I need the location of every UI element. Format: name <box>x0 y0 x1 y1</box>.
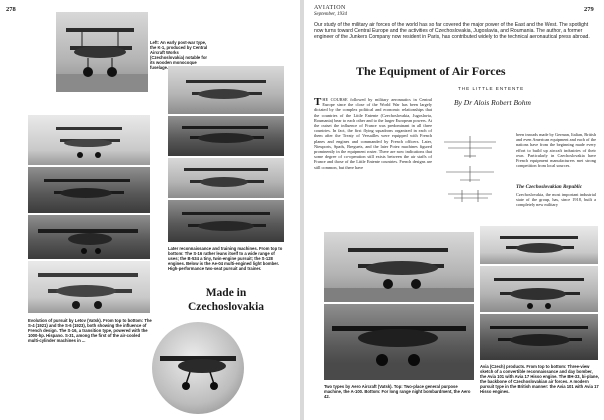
photo-avia-101 <box>480 226 598 264</box>
intro-paragraph: Our study of the military air forces of the world has so far covered the major power of the East and the West. The spotlight now turns toward Central Europe and the activities of Czechoslovakia, Jugoslavia, and Roumania. The author, a former engineer of the Junkers Company now resident in Paris, has contributed widely to the technical aeronautical press abroad. <box>314 22 590 40</box>
photo-avia-pursuit <box>480 314 598 360</box>
caption-bottom-right: Avia (Czech) products. From top to bottom: Three-view sketch of a convertible reconnaissance and day bomber, the Avia 101 with Avia 17 Hisso engine. The BH-33, bi-plane, the backbone of Czechoslovakian air forces. A modern pursuit type in the British manner: the Avia 101 with Avia 17 Hisso engines. <box>480 364 599 394</box>
article-subhead: THE LITTLE ENTENTE <box>458 86 525 91</box>
photo-aero-a100 <box>324 232 474 302</box>
body-column-1-text: HE COURSE followed by military aeronautics in Central Europe since the close of the World War has been largely dictated by the complex political and economic relationships that the countries of the Little Entente (Czechoslovakia, Jugoslavia, Roumania) bear to each other and to the larger European powers. At the outset the influence of France was predominant in all three countries. In fact, the first flying squadrons organized in each of them after the Treaty of Versailles were equipped with French planes and engines and commanded by French officers. Later, Nieuports, Spads, Breguets, and the later Potez machines figured prominently in the equipment roster. There are now indications that some degree of co-operation still exists between the air staffs of France and those of the Little Entente countries. French designs are still common, but there have <box>314 97 432 170</box>
biplane-illustration <box>28 115 150 165</box>
biplane-illustration <box>480 314 598 360</box>
photo-pursuit-3 <box>28 215 150 259</box>
photo-aero-42 <box>324 304 474 380</box>
three-view-diagram <box>438 132 502 208</box>
photo-reconnaissance-3 <box>168 158 284 198</box>
biplane-illustration <box>56 12 148 92</box>
biplane-illustration <box>28 261 150 313</box>
monoplane-illustration <box>152 322 244 414</box>
photo-reconnaissance-4 <box>168 200 284 242</box>
right-page <box>304 0 604 420</box>
article-title: The Equipment of Air Forces <box>356 64 506 78</box>
made-in-line2: Czechoslovakia <box>187 301 265 313</box>
caption-bottom-middle: Two types by Aero Aircraft (Vatsk). Top: Two-place general purpose machine, the A-100. Bottom: For long range night bombardment, the Aero 42. <box>324 384 471 399</box>
biplane-illustration <box>324 232 474 302</box>
article-byline: By Dr Alois Robert Bohm <box>454 98 531 107</box>
photo-avia-bh33 <box>480 266 598 312</box>
monoplane-illustration <box>324 304 474 380</box>
photo-pursuit-1 <box>28 115 150 165</box>
page-number-left: 278 <box>6 6 16 13</box>
magazine-name: AVIATION <box>314 5 346 11</box>
photo-pursuit-4 <box>28 261 150 313</box>
biplane-illustration <box>168 66 284 114</box>
photo-pursuit-2 <box>28 167 150 213</box>
photo-k1-biplane <box>56 12 148 92</box>
body-column-2b: Czechoslovakia, the most important industrial state of the group, has, since 1918, built a completely new military <box>516 192 596 208</box>
caption-bottom-left: Evolution of pursuit by Letov (Vatsk). From top to bottom: The S-4 (1921) and the S-6 (1923), both showing the influence of French design. The S-16, a transition type, powered with the 1000-hp. Hispano. S-31, among the first of the air-cooled multi-cylinder machines in ... <box>28 318 152 343</box>
biplane-illustration <box>168 200 284 242</box>
photo-reconnaissance-1 <box>168 66 284 114</box>
left-page <box>0 0 300 420</box>
photo-reconnaissance-2 <box>168 116 284 156</box>
caption-top: Left: An early post-war type, the K-1, produced by Central Aircraft Works (Czechoslovakia) notable for its wooden monocoque fuselage. <box>150 40 208 70</box>
monoplane-illustration <box>28 215 150 259</box>
section-heading-czechoslovakia: The Czechoslovakian Republic <box>516 184 582 190</box>
biplane-illustration <box>168 158 284 198</box>
made-in-heading <box>168 286 284 314</box>
three-view-aircraft-icon <box>438 132 502 208</box>
body-column-2: been inroads made by German, Italian, British and even American equipment and each of the nations have from the beginning made every effort to build up aircraft industries of their own. Particularly in Czechoslovakia have French equipment manufacturers met strong competition from local sources. <box>516 132 596 169</box>
biplane-illustration <box>28 167 150 213</box>
issue-date: September, 1934 <box>314 11 348 17</box>
made-in-line1: Made in <box>205 287 247 299</box>
caption-middle-right: Later reconnaissance and training machines. From top to bottom: The S-16 rather leans itself to a wide range of uses; the B-534 a tiny, twin-engine pursuit; the S-128 engines. Below is the Ae-04 multi-engined light bomber. High-performance two-seat pursuit and trainer. <box>168 246 283 271</box>
biplane-illustration <box>480 266 598 312</box>
page-number-right: 279 <box>584 6 594 13</box>
biplane-illustration <box>168 116 284 156</box>
drop-cap: T <box>314 96 322 108</box>
biplane-illustration <box>480 226 598 264</box>
running-head <box>314 5 347 18</box>
circular-photo-pursuit <box>152 322 244 414</box>
body-column-1 <box>314 97 432 170</box>
